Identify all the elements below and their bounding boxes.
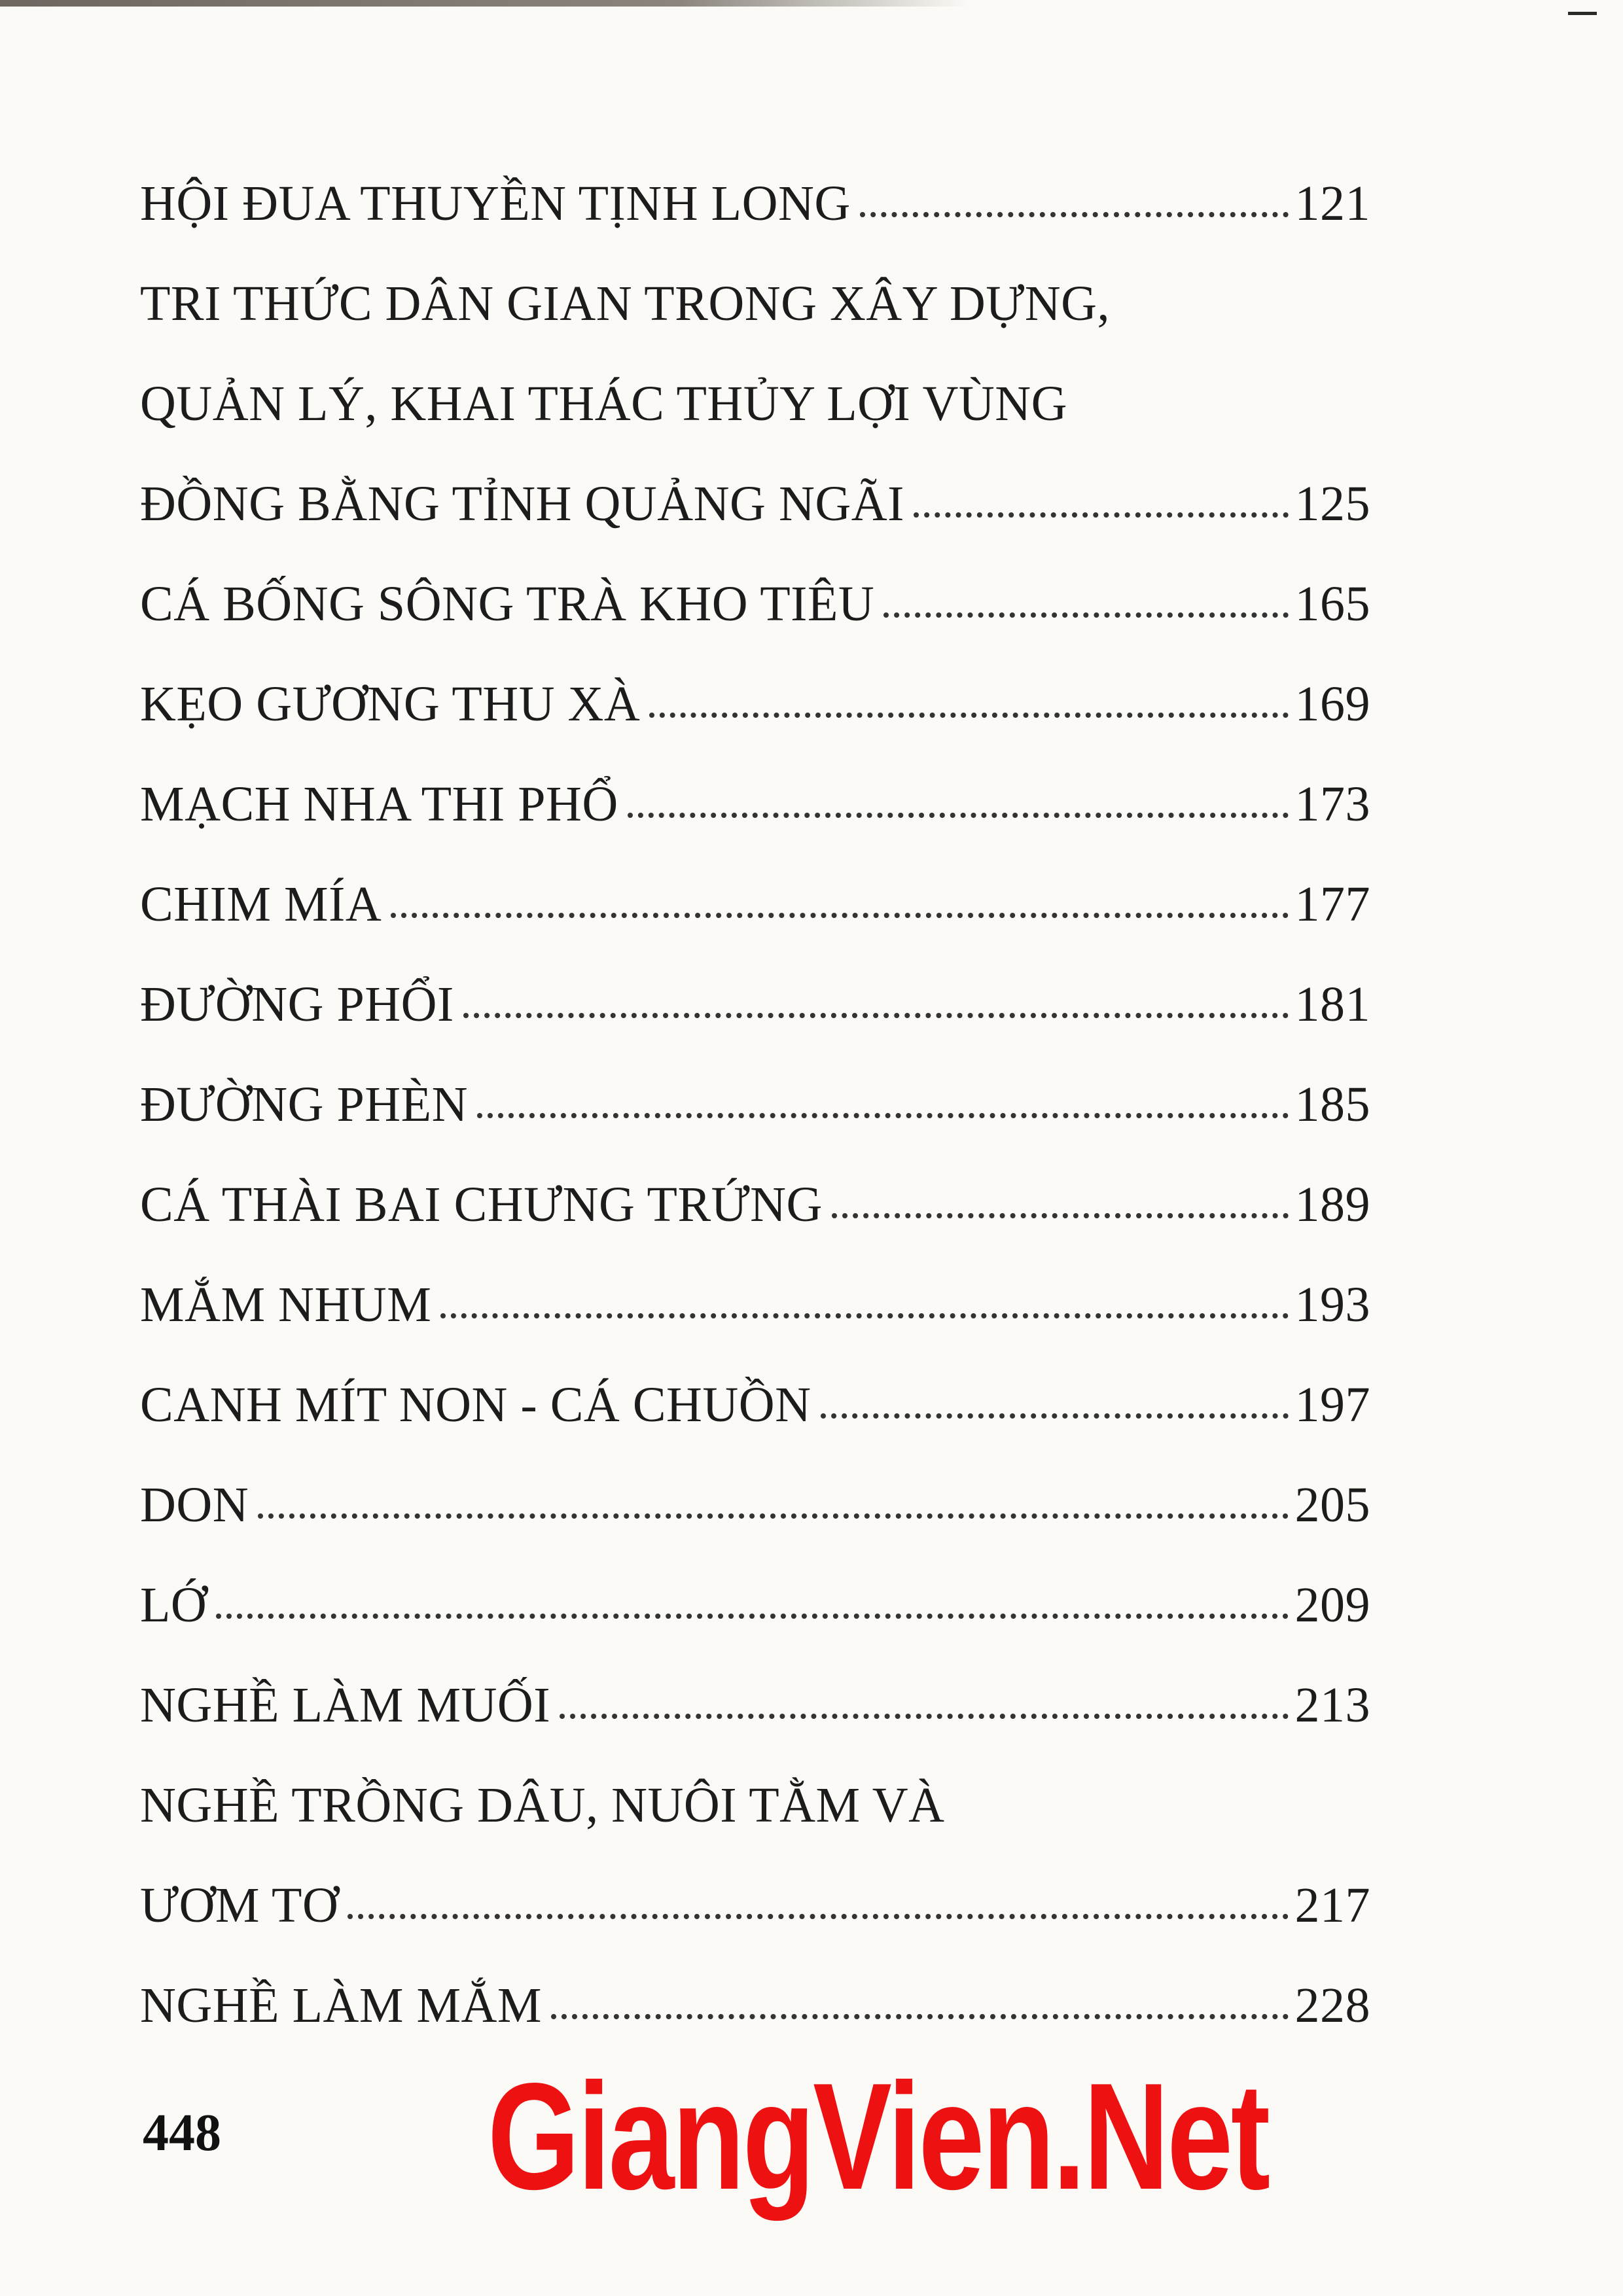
toc-title-text: TRI THỨC DÂN GIAN TRONG XÂY DỰNG,	[140, 276, 1110, 331]
dot-leader	[463, 1013, 1289, 1018]
toc-page-number: 181	[1294, 977, 1370, 1032]
toc-title-text: NGHỀ TRỒNG DÂU, NUÔI TẰM VÀ	[140, 1778, 945, 1833]
toc-page-number: 197	[1294, 1377, 1370, 1432]
page-number: 448	[143, 2104, 221, 2162]
toc-entry	[140, 1756, 1370, 1956]
toc-title-line	[140, 554, 1370, 654]
toc-entry	[140, 1155, 1370, 1255]
toc-title-text: CANH MÍT NON - CÁ CHUỒN	[140, 1377, 812, 1432]
toc-entry	[140, 955, 1370, 1055]
dot-leader	[628, 813, 1289, 818]
toc-title-line	[140, 855, 1370, 955]
dot-leader	[348, 1914, 1288, 1919]
dot-leader	[860, 212, 1289, 217]
toc-title-line	[140, 955, 1370, 1055]
watermark-logo: GiangVien.Net	[488, 2052, 1268, 2221]
toc-title-line	[140, 1055, 1370, 1155]
table-of-contents	[140, 154, 1370, 2056]
toc-title-line	[140, 454, 1370, 554]
toc-entry	[140, 754, 1370, 855]
toc-entry	[140, 1255, 1370, 1355]
dot-leader	[440, 1313, 1288, 1318]
toc-page-number: 205	[1294, 1477, 1370, 1532]
toc-title-text: ĐƯỜNG PHÈN	[140, 1077, 468, 1132]
toc-title-line	[140, 654, 1370, 754]
toc-page-number: 189	[1294, 1177, 1370, 1232]
dot-leader	[883, 612, 1288, 618]
toc-entry	[140, 855, 1370, 955]
dot-leader	[821, 1413, 1289, 1419]
toc-entry	[140, 554, 1370, 654]
toc-title-text: HỘI ĐUA THUYỀN TỊNH LONG	[140, 176, 851, 231]
toc-title-line	[140, 1355, 1370, 1455]
toc-title-line	[140, 1255, 1370, 1355]
toc-title-line	[140, 754, 1370, 855]
toc-title-line	[140, 1956, 1370, 2056]
toc-title-text: CÁ THÀI BAI CHƯNG TRỨNG	[140, 1177, 823, 1232]
toc-title-text: QUẢN LÝ, KHAI THÁC THỦY LỢI VÙNG	[140, 376, 1067, 431]
dot-leader	[914, 512, 1289, 518]
toc-entry	[140, 1455, 1370, 1555]
toc-title-line	[140, 1155, 1370, 1255]
toc-page-number: 185	[1294, 1077, 1370, 1132]
dot-leader	[258, 1513, 1288, 1519]
toc-page-number: 217	[1294, 1878, 1370, 1933]
toc-page-number: 169	[1294, 677, 1370, 732]
toc-page-number: 193	[1294, 1277, 1370, 1332]
toc-title-text: MẮM NHUM	[140, 1277, 432, 1332]
page-top-edge	[0, 0, 969, 7]
toc-page-number: 165	[1294, 576, 1370, 631]
toc-title-line	[140, 1856, 1370, 1956]
toc-entry	[140, 1355, 1370, 1455]
toc-page-number: 177	[1294, 877, 1370, 932]
toc-page-number: 173	[1294, 777, 1370, 832]
toc-entry	[140, 654, 1370, 754]
toc-page-number: 125	[1294, 476, 1370, 531]
toc-entry	[140, 1555, 1370, 1655]
toc-title-text: NGHỀ LÀM MUỐI	[140, 1678, 551, 1733]
toc-title-line	[140, 354, 1370, 454]
dot-leader	[560, 1714, 1288, 1719]
toc-entry	[140, 154, 1370, 254]
dot-leader	[391, 913, 1288, 918]
toc-title-text: CÁ BỐNG SÔNG TRÀ KHO TIÊU	[140, 576, 875, 631]
dot-leader	[216, 1614, 1288, 1619]
toc-page-number: 209	[1294, 1578, 1370, 1633]
dot-leader	[649, 713, 1288, 718]
toc-title-text: ĐƯỜNG PHỔI	[140, 977, 454, 1032]
toc-page-number: 213	[1294, 1678, 1370, 1733]
dot-leader	[477, 1113, 1289, 1118]
toc-entry	[140, 1655, 1370, 1756]
toc-title-line	[140, 254, 1370, 354]
toc-title-text: LỚ	[140, 1578, 207, 1633]
dot-leader	[832, 1213, 1289, 1218]
toc-title-text: CHIM MÍA	[140, 877, 382, 932]
toc-title-line	[140, 1455, 1370, 1555]
toc-page-number: 228	[1294, 1978, 1370, 2033]
toc-page-number: 121	[1294, 176, 1370, 231]
toc-title-text: DON	[140, 1477, 249, 1532]
toc-entry	[140, 254, 1370, 554]
toc-title-text: NGHỀ LÀM MẮM	[140, 1978, 542, 2033]
toc-title-text: MẠCH NHA THI PHỔ	[140, 777, 618, 832]
toc-title-text: ƯƠM TƠ	[140, 1878, 339, 1933]
dot-leader	[551, 2014, 1289, 2019]
toc-title-text: KẸO GƯƠNG THU XÀ	[140, 677, 641, 732]
corner-mark	[1568, 12, 1597, 15]
toc-title-line	[140, 1756, 1370, 1856]
toc-title-line	[140, 1655, 1370, 1756]
toc-title-text: ĐỒNG BẰNG TỈNH QUẢNG NGÃI	[140, 476, 904, 531]
toc-title-line	[140, 154, 1370, 254]
toc-entry	[140, 1055, 1370, 1155]
toc-entry	[140, 1956, 1370, 2056]
toc-title-line	[140, 1555, 1370, 1655]
